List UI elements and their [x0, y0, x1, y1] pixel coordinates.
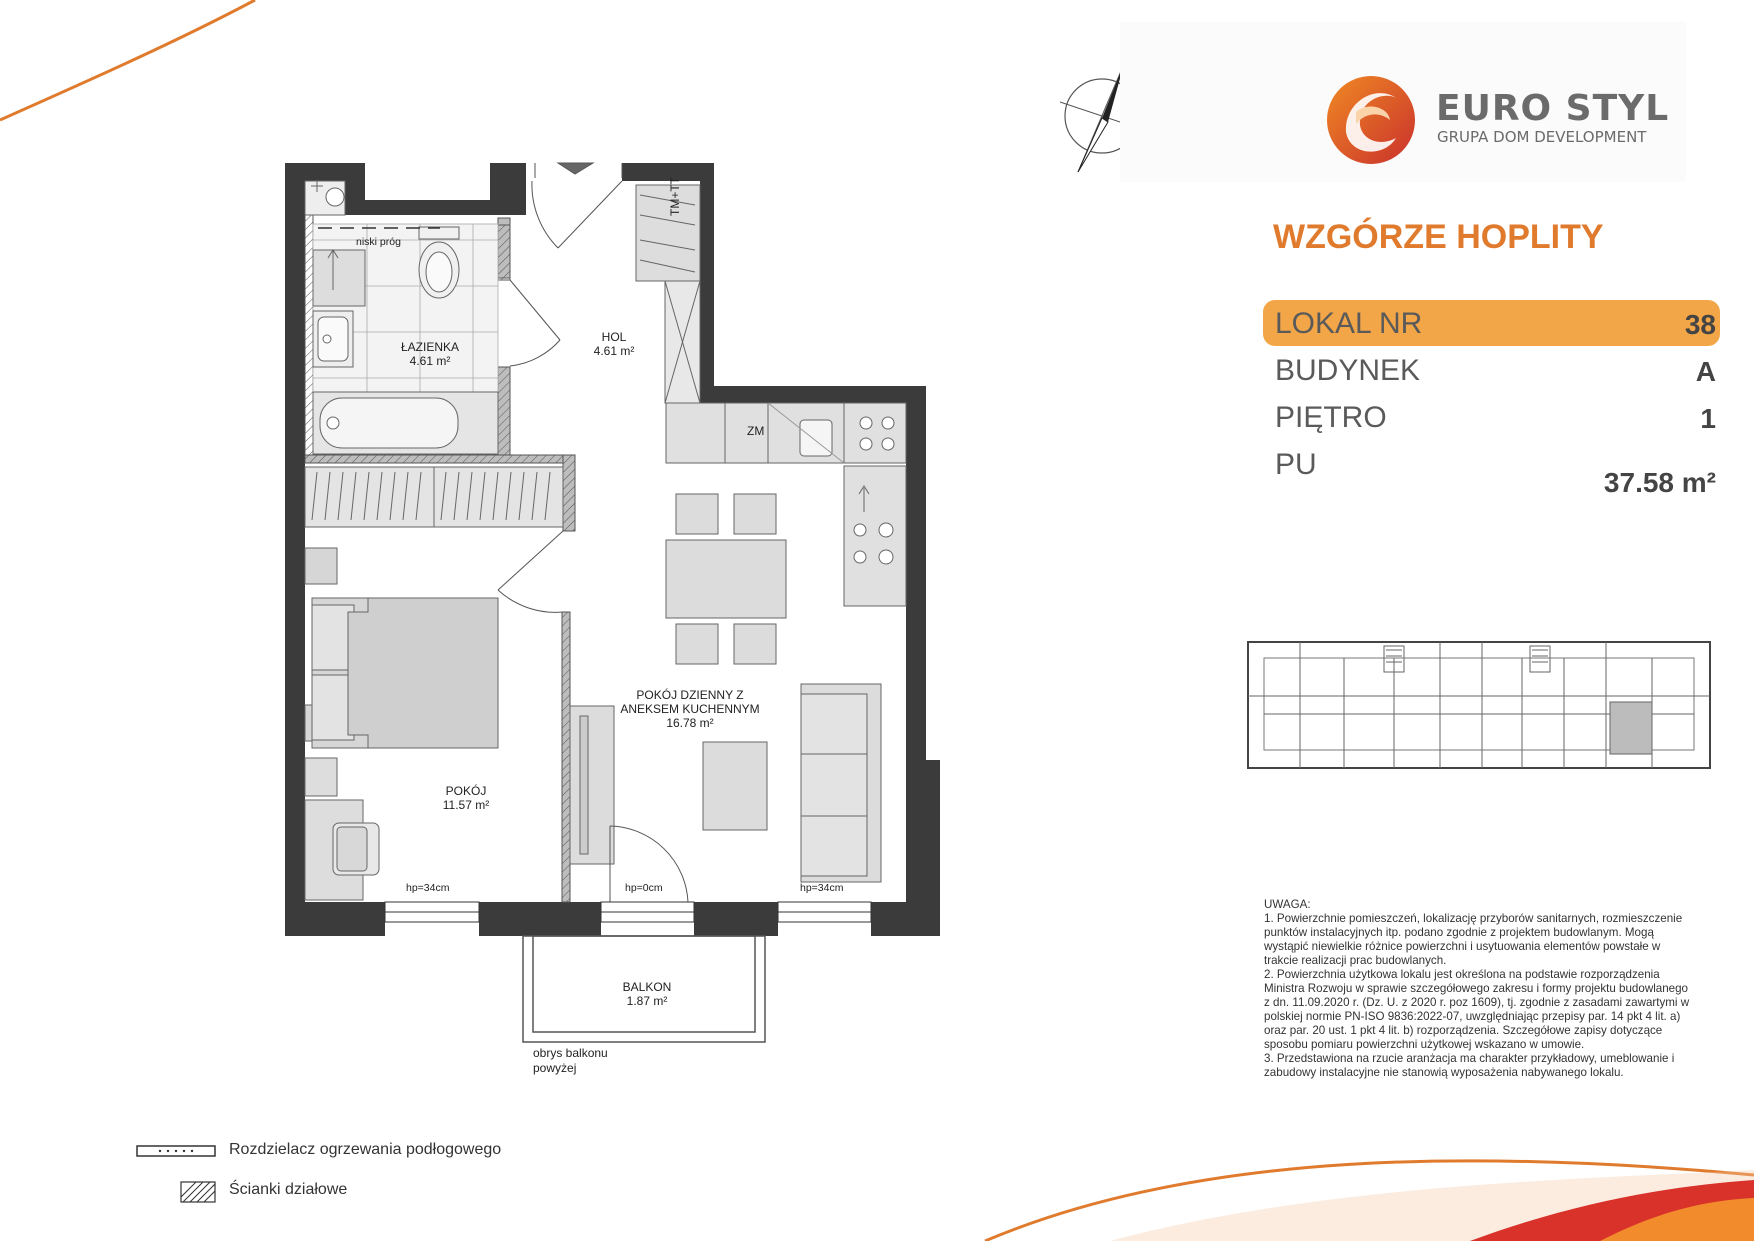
balcony-name: BALKON	[622, 980, 672, 994]
laundry-box	[313, 250, 365, 306]
floor-value: 1	[1700, 403, 1716, 434]
room-name: POKÓJ	[445, 784, 487, 798]
low-threshold-label: niski próg	[356, 236, 401, 248]
balcony-outline-label-1: obrys balkonu	[533, 1046, 608, 1060]
toilet	[419, 227, 459, 298]
bathroom-area: 4.61 m²	[409, 354, 451, 368]
note-item-1: 1. Powierzchnie pomieszczeń, lokalizację przyborów sanitarnych, rozmieszczenie punktów instalacyjnych itp. podano zgodnie z projektem budowlanym. Mogą wystąpić niewielkie różnice powierzchni i usytuowania elementów powstałe w trakcie realizacji prac budowlanych.	[1264, 912, 1683, 967]
project-title: WZGÓRZE HOPLITY	[1273, 218, 1604, 256]
entrance-door	[532, 163, 622, 248]
hall-area: 4.61 m²	[593, 344, 635, 358]
brand-subtitle: GRUPA DOM DEVELOPMENT	[1437, 128, 1647, 146]
building-value: A	[1695, 356, 1716, 387]
notes-title: UWAGA:	[1264, 898, 1311, 911]
dining-table	[666, 494, 786, 664]
window-left-label: hp=34cm	[406, 882, 450, 894]
legend-partition-label: Ścianki działowe	[229, 1181, 348, 1198]
living-name-line2: ANEKSEM KUCHENNYM	[620, 702, 760, 716]
building-label: BUDYNEK	[1275, 354, 1421, 387]
zm-label: ZM	[747, 424, 765, 438]
wardrobe	[305, 467, 563, 527]
room-door	[498, 531, 563, 612]
unit-number-value: 38	[1684, 309, 1716, 340]
installation-shaft	[305, 180, 345, 215]
room-area: 11.57 m²	[442, 798, 490, 812]
hall-name: HOL	[601, 330, 627, 344]
window-door-label: hp=0cm	[625, 882, 663, 894]
tm-tt-label: TM+TT	[668, 177, 682, 216]
usable-area-label: PU	[1275, 448, 1317, 481]
balcony-area: 1.87 m²	[626, 994, 668, 1008]
bed	[305, 548, 498, 748]
balcony-outline-label-2: powyżej	[533, 1061, 577, 1075]
living-name-line1: POKÓJ DZIENNY Z	[636, 688, 744, 702]
desk	[305, 758, 379, 900]
window-right-label: hp=34cm	[800, 882, 844, 894]
living-area: 16.78 m²	[666, 716, 714, 730]
legend-manifold-label: Rozdzielacz ogrzewania podłogowego	[229, 1141, 502, 1158]
usable-area-value: 37.58 m²	[1603, 467, 1716, 498]
windows	[385, 902, 871, 922]
sink	[313, 311, 353, 367]
sofa	[801, 684, 881, 882]
bathroom-name: ŁAZIENKA	[400, 340, 460, 354]
floor-label: PIĘTRO	[1275, 401, 1387, 434]
brand-name: EURO STYL	[1436, 88, 1670, 129]
note-item-2: 2. Powierzchnia użytkowa lokalu jest określona na podstawie rozporządzenia Ministra Rozwoju w sprawie szczegółowego zakresu i formy projektu budowlanego z dn. 11.09.2020 r. (Dz. U. z 2020 r. poz 1609), tj. zgodnie z zasadami zawartymi w polskiej normie PN-ISO 9836:2022-07, uwzględniając przepisy par. 14 pkt 4 lit. a) oraz par. 20 ust. 1 pkt 4 lit. b) rozporządzenia. Szczegółowe zapisy dotyczące sposobu pomiaru powierzchni użytkowej wskazano w umowie.	[1264, 968, 1690, 1051]
bathroom-door	[510, 280, 560, 366]
hall-cabinet	[636, 185, 700, 403]
bathtub	[313, 392, 498, 454]
unit-number-label: LOKAL NR	[1275, 307, 1423, 340]
note-item-3: 3. Przedstawiona na rzucie aranżacja ma charakter przykładowy, umeblowanie i zabudowy instalacyjne nie stanowią wyposażenia nabywanego lokalu.	[1264, 1052, 1675, 1079]
